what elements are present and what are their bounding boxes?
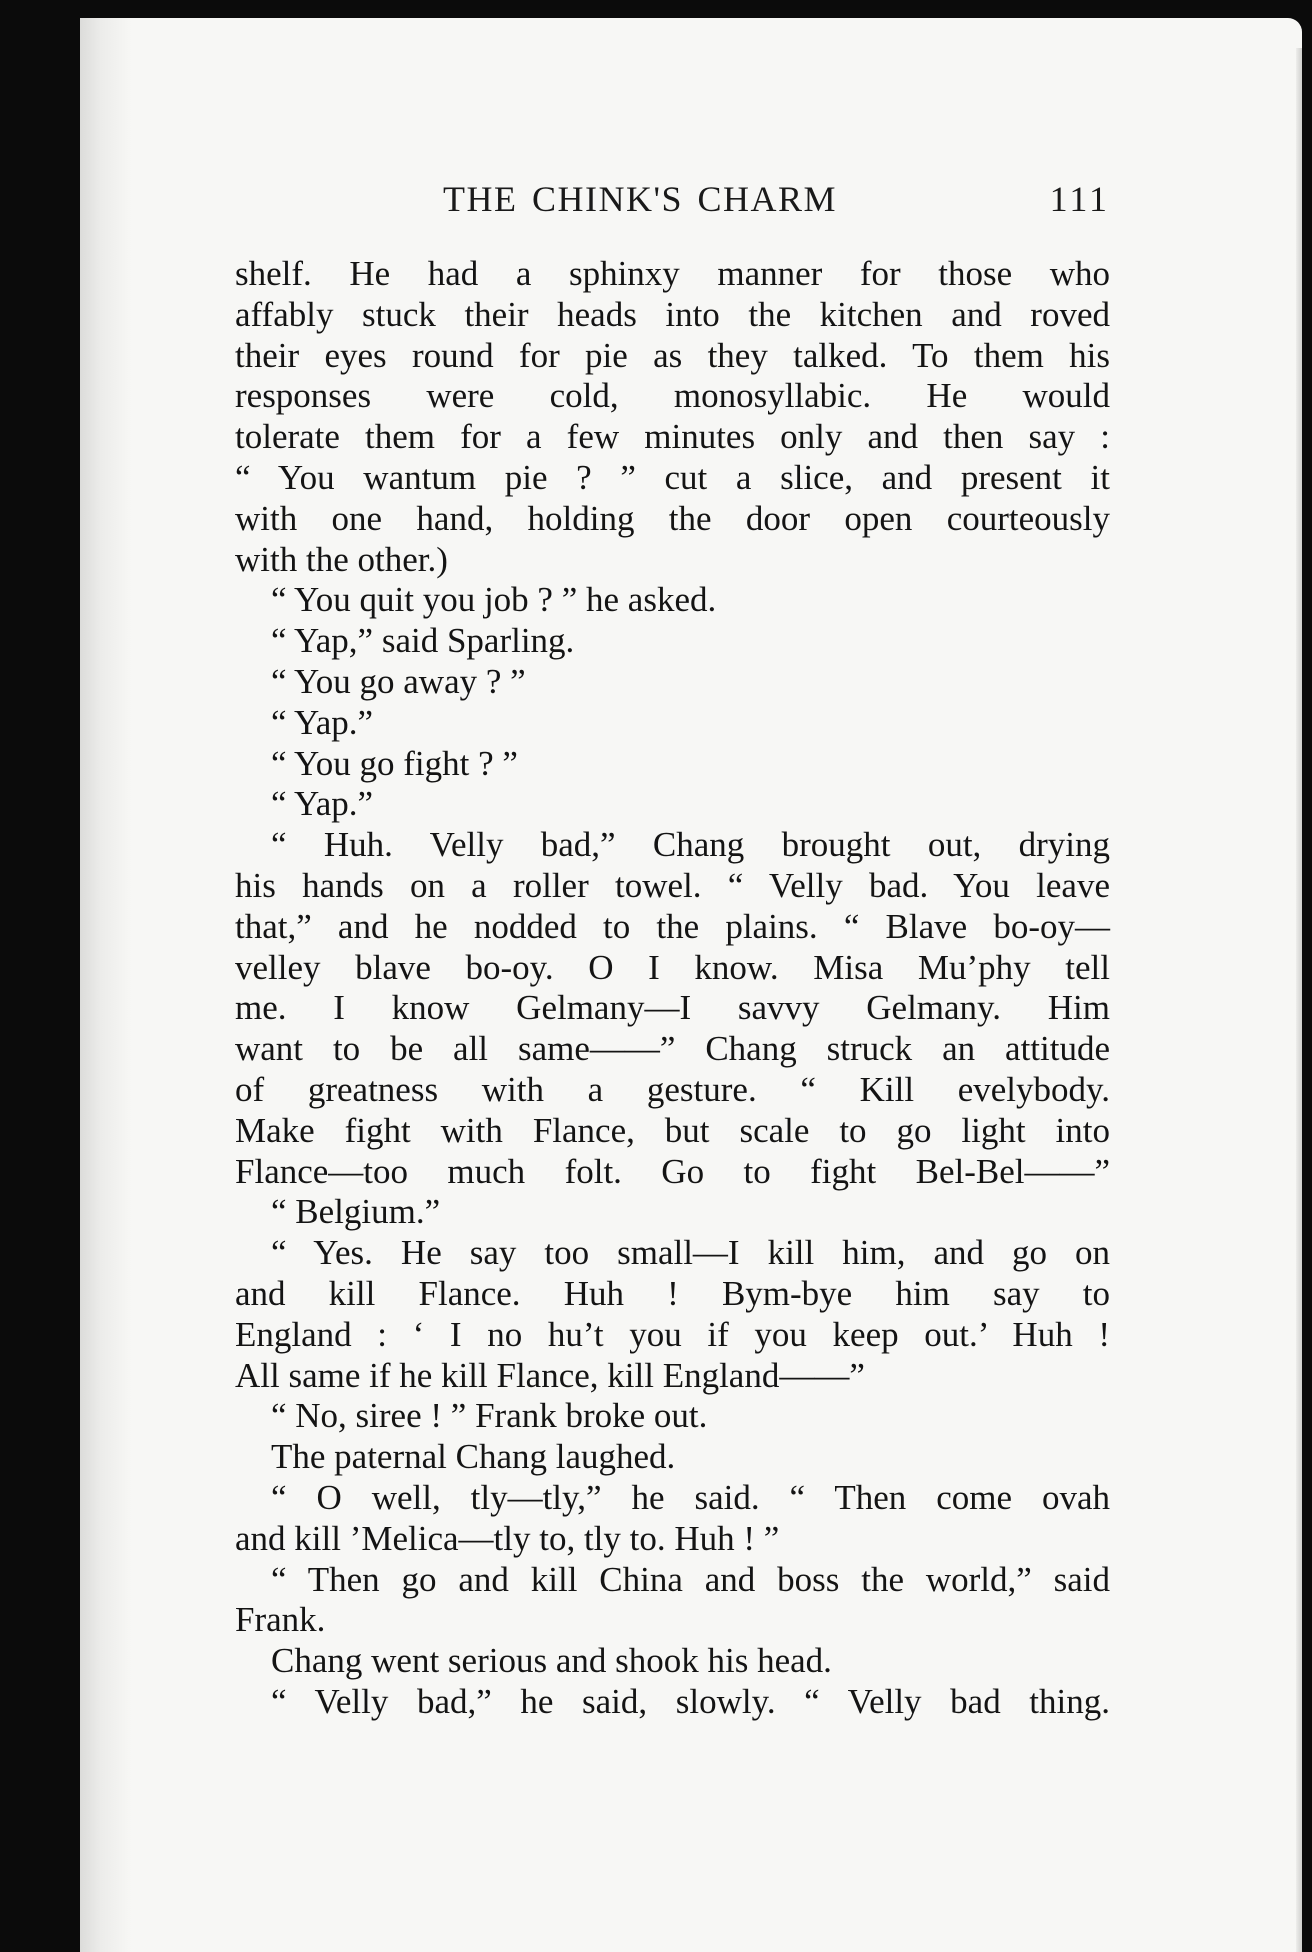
text-line: Make fight with Flance, but scale to go light into <box>235 1110 1110 1150</box>
text-line: want to be all same——” Chang struck an attitude <box>235 1029 1110 1069</box>
text-line: “ Yes. He say too small—I kill him, and go on <box>271 1233 1110 1273</box>
text-line: me. I know Gelmany—I savvy Gelmany. Him <box>235 988 1110 1028</box>
text-line: their eyes round for pie as they talked. To them his <box>235 335 1110 375</box>
text-line: Frank. <box>235 1600 326 1640</box>
text-line: “ Yap,” said Sparling. <box>271 621 575 661</box>
text-line: “ You wantum pie ? ” cut a slice, and present it <box>235 457 1110 497</box>
text-line: of greatness with a gesture. “ Kill evelybody. <box>235 1069 1110 1109</box>
text-line: “ You go away ? ” <box>271 661 526 701</box>
text-line: that,” and he nodded to the plains. “ Blave bo-oy— <box>235 906 1110 946</box>
running-title: THE CHINK'S CHARM <box>443 179 838 219</box>
text-line: All same if he kill Flance, kill England——” <box>235 1355 865 1395</box>
text-line: “ Then go and kill China and boss the world,” said <box>271 1559 1110 1599</box>
page-number: 111 <box>1049 179 1110 219</box>
text-line: Chang went serious and shook his head. <box>271 1641 832 1681</box>
text-line: affably stuck their heads into the kitchen and roved <box>235 294 1110 334</box>
text-line: England : ‘ I no hu’t you if you keep out.’ Huh ! <box>235 1314 1110 1354</box>
text-line: his hands on a roller towel. “ Velly bad. You leave <box>235 865 1110 905</box>
text-line: “ Huh. Velly bad,” Chang brought out, drying <box>271 825 1110 865</box>
text-line: “ Yap.” <box>271 702 374 742</box>
text-line: with one hand, holding the door open courteously <box>235 498 1110 538</box>
text-line: “ No, siree ! ” Frank broke out. <box>271 1396 708 1436</box>
text-line: and kill ’Melica—tly to, tly to. Huh ! ” <box>235 1518 780 1558</box>
text-line: “ Yap.” <box>271 784 374 824</box>
text-line: “ You go fight ? ” <box>271 743 518 783</box>
text-line: with the other.) <box>235 539 448 579</box>
text-line: “ Belgium.” <box>271 1192 441 1232</box>
body-text <box>235 254 1110 1723</box>
text-line: “ Velly bad,” he said, slowly. “ Velly bad thing. <box>271 1681 1110 1721</box>
text-line: “ O well, tly—tly,” he said. “ Then come ovah <box>271 1477 1110 1517</box>
page-edge <box>1296 48 1302 1952</box>
text-line: shelf. He had a sphinxy manner for those who <box>235 254 1110 293</box>
text-line: responses were cold, monosyllabic. He would <box>235 376 1110 416</box>
text-line: Flance—too much folt. Go to fight Bel-Bel——” <box>235 1151 1110 1191</box>
page-gutter-shadow <box>80 18 132 1952</box>
text-line: “ You quit you job ? ” he asked. <box>271 580 717 620</box>
text-line: and kill Flance. Huh ! Bym-bye him say to <box>235 1273 1110 1313</box>
text-line: The paternal Chang laughed. <box>271 1437 676 1477</box>
text-line: velley blave bo-oy. O I know. Misa Mu’phy tell <box>235 947 1110 987</box>
text-line: tolerate them for a few minutes only and then say : <box>235 417 1110 457</box>
